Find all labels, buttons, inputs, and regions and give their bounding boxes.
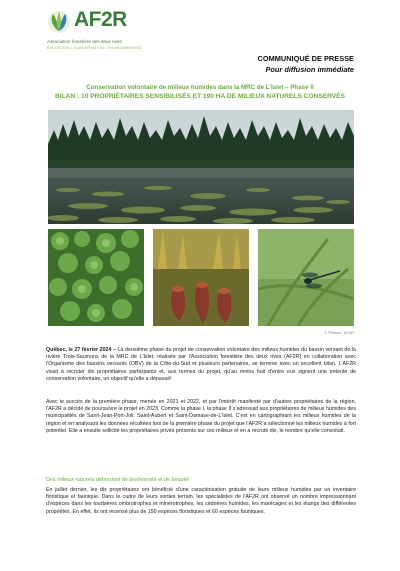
damselfly-photo bbox=[258, 229, 354, 326]
af2r-logo bbox=[47, 10, 167, 50]
green-plants-photo bbox=[48, 229, 144, 326]
logo-tagline: ÉDUCATION • CONSERVATION • ENVIRONNEMENT bbox=[47, 46, 143, 50]
lake-forest-photo bbox=[48, 110, 354, 224]
paragraph-phase-two: Avec le succès de la première phase, menée en 2021 et 2022, et par l'intérêt manifesté par d'autres propriétaires de la région, l'AF2R a décidé de poursuivre le projet en 2023. Comme la phase I, la phase II s'adressait aux propriétaires de milieux humides des municipalités de Saint-Jean-Port-Joli, Saint-Aubert et Saint-Damase-de-L'Islet. C'est en cartographiant les milieux humides de la région et en analysant les données récoltées lors de la première phase du projet que l'AF2R a sélectionné les milieux humides à fort potentiel. Elle a ensuite sollicité les propriétaires privés présents sur ces milieux et en a recruté dix, le nombre qu'elle convoitait. bbox=[46, 399, 356, 434]
leaf-logo-icon bbox=[47, 10, 71, 34]
pitcher-plant-photo bbox=[153, 229, 249, 326]
paragraph-biodiversity: En juillet dernier, les dix propriétaires ont bénéficié d'une caractérisation gratuite de leurs milieux humides par un inventaire floristique et faunique. Dans le cadre de leurs sorties terrain, les spécialistes de l'AF2R ont observé un nombre impressionnant d'espèces dans les tourbières ombrotrophes et minérotrophes, les cédrières humides, les marécages et les étangs des différentes propriétés. En effet, ils ont recensé plus de 150 espèces floristiques et 60 espèces fauniques. bbox=[46, 487, 356, 515]
logo-wordmark: AF2R bbox=[74, 8, 127, 31]
photo-credit: © Photos : AF2R bbox=[324, 330, 354, 335]
press-header bbox=[257, 54, 354, 74]
dateline: Québec, le 27 février 2024 – bbox=[46, 347, 116, 353]
logo-org-name: Association forestière des deux rives bbox=[47, 39, 122, 44]
section-subheading: Des milieux naturels débordant de biodiversité et de beauté! bbox=[46, 477, 190, 483]
paragraph-intro bbox=[46, 347, 356, 383]
press-subtitle: Pour diffusion immédiate bbox=[265, 65, 354, 74]
headline-line-2: BILAN : 10 PROPRIÉTAIRES SENSIBILISÉS ET 190 HA DE MILIEUX NATURELS CONSERVÉS bbox=[55, 93, 345, 100]
headline-line-1: Conservation volontaire de milieux humides dans la MRC de L'Islet – Phase II bbox=[86, 84, 314, 91]
paragraph-intro-text: La deuxième phase du projet de conservation volontaire des milieux humides du bassin versant de la rivière Trois-Saumons de la MRC de L'Islet, réalisée par l'Association forestière des deux rives (AF2R) en collaboration avec l'Organisme des bassins versants (OBV) de la Côte-du-Sud et plusieurs partenaires, se termine avec un excellent bilan. L'AF2R visait à recruter dix propriétaires participants et, aux termes du projet, qu'au moins huit d'entre eux signent une entente de conservation volontaire, un objectif qu'elle a dépassé! bbox=[46, 347, 356, 382]
headline bbox=[46, 83, 354, 101]
press-title: COMMUNIQUÉ DE PRESSE bbox=[257, 54, 354, 63]
